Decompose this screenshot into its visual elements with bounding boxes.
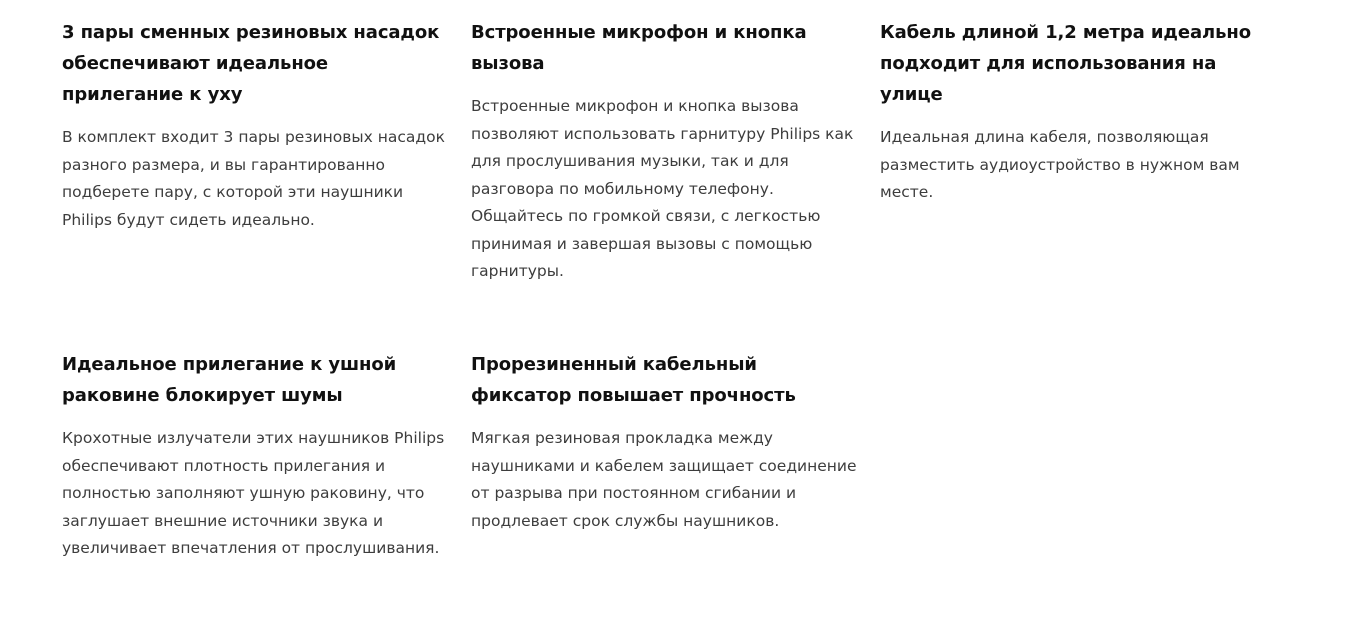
feature-noise-isolation <box>62 349 452 563</box>
feature-title: Встроенные микрофон и кнопка вызова <box>471 22 807 74</box>
feature-title: Кабель длиной 1,2 метра идеально подходит для использования на улице <box>880 22 1251 105</box>
feature-description: Встроенные микрофон и кнопка вызова позволяют использовать гарнитуру Philips как для прослушивания музыки, так и для разговора по мобильному телефону. Общайтесь по громкой связи, с легкостью принимая и завершая вызовы с помощью гарнитуры. <box>471 97 854 280</box>
feature-description: В комплект входит 3 пары резиновых насадок разного размера, и вы гарантированно подберете пару, с которой эти наушники Philips будут сидеть идеально. <box>62 128 445 229</box>
feature-title: Идеальное прилегание к ушной раковине блокирует шумы <box>62 354 397 406</box>
feature-cable-length <box>880 17 1270 207</box>
feature-ear-tips <box>62 17 452 234</box>
feature-title: 3 пары сменных резиновых насадок обеспечивают идеальное прилегание к уху <box>62 22 440 105</box>
feature-description: Крохотные излучатели этих наушников Philips обеспечивают плотность прилегания и полностью заполняют ушную раковину, что заглушает внешние источники звука и увеличивает впечатления от прослушивания. <box>62 429 445 557</box>
feature-microphone <box>471 17 861 286</box>
feature-cable-strain-relief <box>471 349 861 535</box>
feature-description: Мягкая резиновая прокладка между наушниками и кабелем защищает соединение от разрыва при постоянном сгибании и продлевает срок службы наушников. <box>471 429 857 530</box>
feature-description: Идеальная длина кабеля, позволяющая разместить аудиоустройство в нужном вам месте. <box>880 128 1240 201</box>
feature-title: Прорезиненный кабельный фиксатор повышает прочность <box>471 354 796 406</box>
